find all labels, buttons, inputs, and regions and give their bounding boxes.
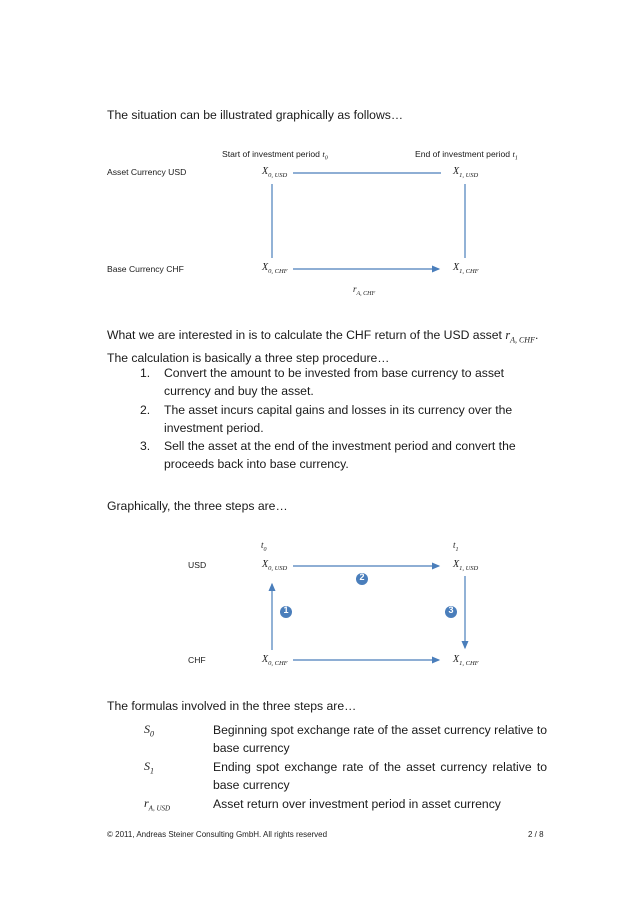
base-currency-label: Base Currency CHF (107, 264, 184, 274)
asset-currency-label: Asset Currency USD (107, 167, 187, 177)
footer-copyright: © 2011, Andreas Steiner Consulting GmbH. All rights reserved (107, 830, 328, 839)
x1-chf-label: $X_{1, CHF}$ (453, 262, 479, 275)
x0-usd-label: $X_{0, USD}$ (262, 166, 288, 179)
formulas-intro-text: The formulas involved in the three steps are… (107, 699, 357, 713)
t0-label: $t_0$ (261, 540, 267, 553)
x0-chf-label: $X_{0, CHF}$ (262, 262, 288, 275)
chf-label: CHF (188, 655, 206, 665)
d2-x1-chf-label: $X_{1, CHF}$ (453, 654, 479, 667)
r-chf-label: $r_{A, CHF}$ (353, 284, 376, 297)
footer-page-number: 2 / 8 (528, 830, 544, 839)
d2-x1-usd-label: $X_{1, USD}$ (453, 559, 479, 572)
step3-number: 3 (448, 605, 454, 615)
t1-label: $t_1$ (453, 540, 459, 553)
start-period-label: Start of investment period $t_0$ (222, 149, 328, 162)
usd-label: USD (188, 560, 207, 570)
return-explanation: What we are interested in is to calculate the CHF return of the USD asset $r_{A, CHF}$. The calculation is basically a three step procedure… (107, 328, 539, 366)
graph-intro-text: Graphically, the three steps are… (107, 499, 288, 513)
step1-number: 1 (283, 605, 289, 615)
x1-usd-label: $X_{1, USD}$ (453, 166, 479, 179)
d2-x0-usd-label: $X_{0, USD}$ (262, 559, 288, 572)
d2-x0-chf-label: $X_{0, CHF}$ (262, 654, 288, 667)
intro-text: The situation can be illustrated graphically as follows… (107, 108, 404, 122)
step2-number: 2 (359, 572, 365, 582)
end-period-label: End of investment period $t_1$ (415, 149, 518, 162)
